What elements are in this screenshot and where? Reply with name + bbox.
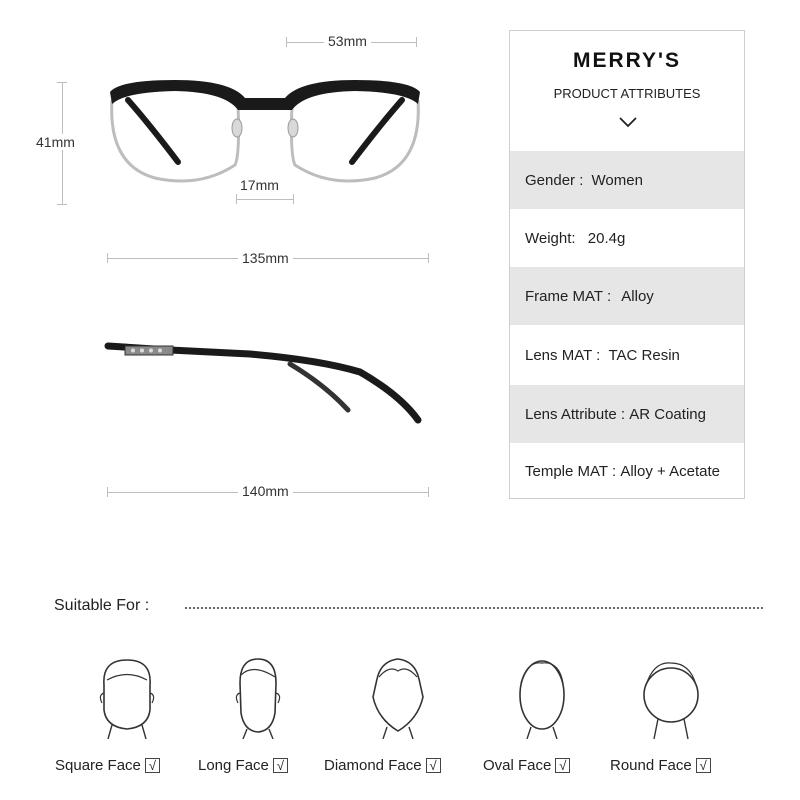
glasses-side-view: [100, 330, 430, 440]
suitable-for-title: Suitable For :: [54, 597, 150, 614]
checkbox-diamond-face[interactable]: √: [426, 758, 441, 773]
face-option-oval: Oval Face √: [483, 757, 570, 774]
brand-logo: MERRY'S: [572, 49, 682, 72]
checkbox-long-face[interactable]: √: [273, 758, 288, 773]
face-option-long: Long Face √: [198, 757, 288, 774]
long-face-icon: [223, 655, 293, 739]
dotted-divider: [185, 607, 763, 609]
attr-row-lens-mat: Lens MAT : TAC Resin: [525, 346, 680, 364]
lens-width-label: 53mm: [324, 33, 371, 49]
bridge-width-label: 17mm: [236, 177, 283, 193]
attr-row-gender: Gender : Women: [510, 151, 744, 209]
face-option-diamond: Diamond Face √: [324, 757, 441, 774]
temple-length-label: 140mm: [238, 483, 293, 499]
face-option-round: Round Face √: [610, 757, 711, 774]
attr-row-frame-mat: Frame MAT : Alloy: [510, 267, 744, 325]
checkbox-oval-face[interactable]: √: [555, 758, 570, 773]
attr-row-weight: Weight: 20.4g: [525, 229, 626, 247]
square-face-icon: [92, 655, 162, 739]
face-option-square: Square Face √: [55, 757, 160, 774]
oval-face-icon: [507, 655, 577, 739]
attr-row-temple-mat: Temple MAT : Alloy + Acetate: [525, 462, 720, 480]
frame-width-label: 135mm: [238, 250, 293, 266]
lens-height-label: 41mm: [32, 134, 79, 150]
panel-subtitle: PRODUCT ATTRIBUTES: [553, 86, 701, 101]
product-attributes-panel: [509, 30, 745, 499]
checkbox-square-face[interactable]: √: [145, 758, 160, 773]
diamond-face-icon: [363, 655, 433, 739]
checkbox-round-face[interactable]: √: [696, 758, 711, 773]
chevron-down-icon: [618, 115, 638, 129]
round-face-icon: [636, 655, 706, 739]
attr-row-lens-attribute: Lens Attribute : AR Coating: [510, 385, 744, 443]
